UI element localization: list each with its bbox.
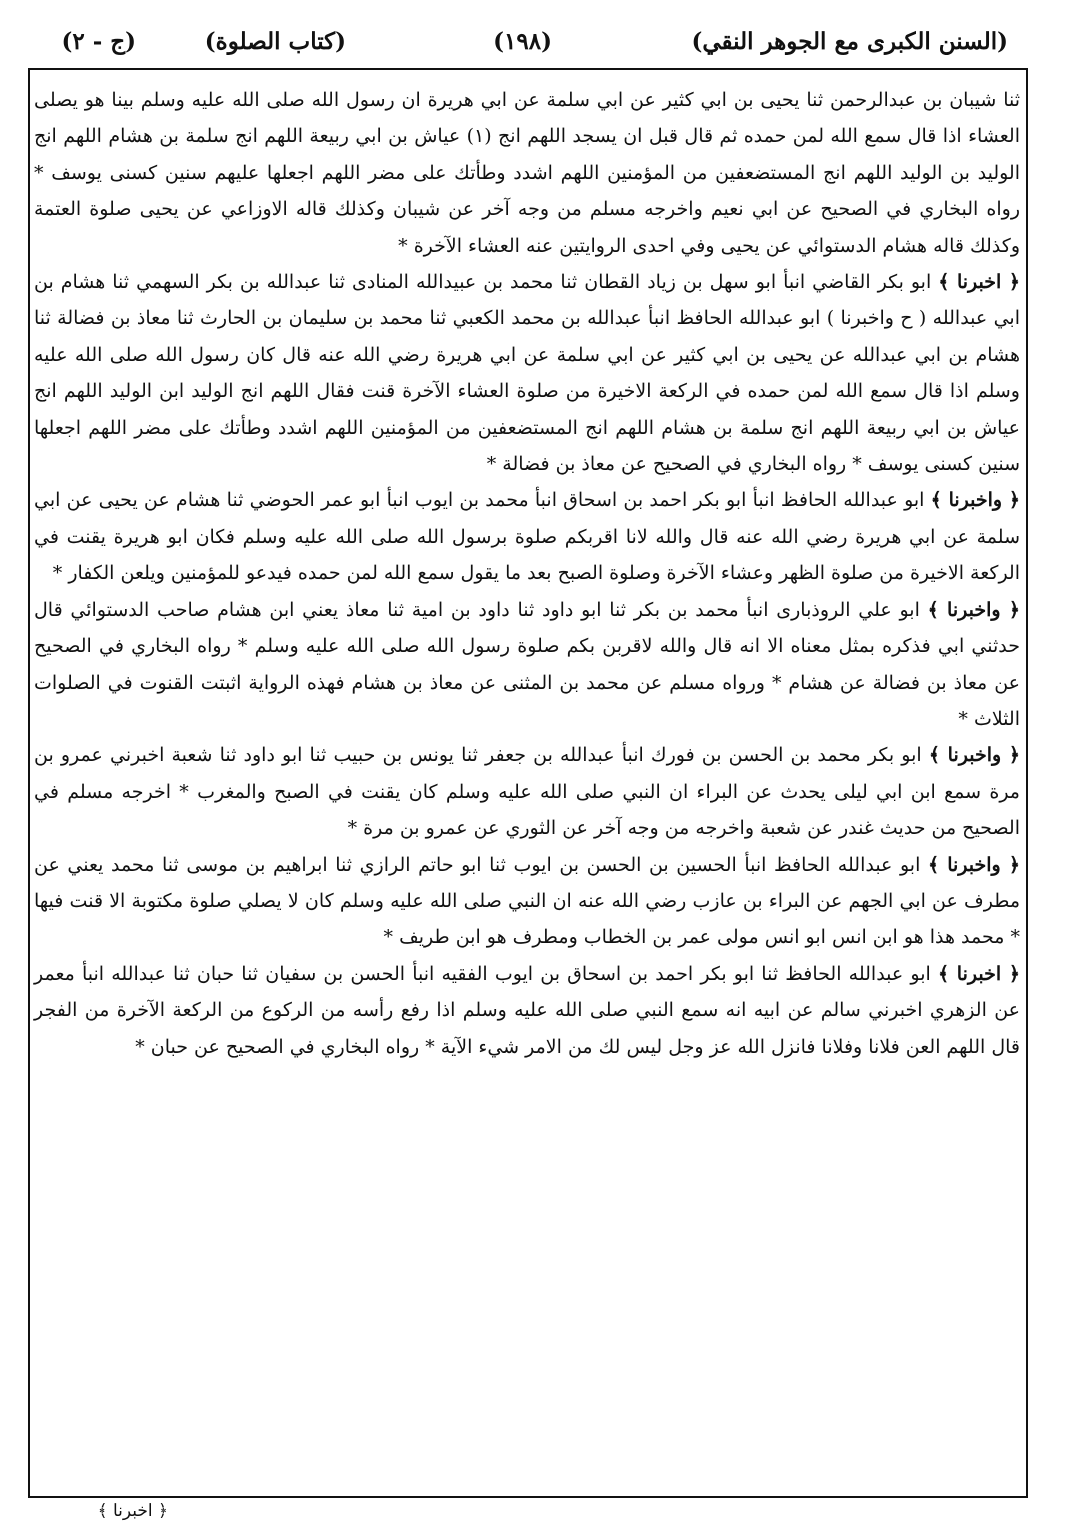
hadith-text: ثنا شيبان بن عبدالرحمن ثنا يحيى بن ابي كثير عن ابي سلمة عن ابي هريرة ان رسول الله صلى الله عليه وسلم بينا هو يصلى العشاء اذا قال سمع الله لمن حمده ثم قال قبل ان يسجد اللهم انج (١) عياش بن ابي ربيعة اللهم انج سلمة بن هشام اللهم انج الوليد بن الوليد اللهم انج المستضعفين من المؤمنين اللهم اشدد وطأتك على مضر اللهم اجعلها عليهم سنين كسنى يوسف * رواه البخاري في الصحيح عن ابي نعيم واخرجه مسلم من وجه آخر عن شيبان وكذلك قاله الاوزاعي عن يحيى صلوة العتمة وكذلك قاله هشام الدستوائي عن يحيى وفي احدى الروايتين عنه العشاء الآخرة * xyxy=(34,89,1020,257)
hadith-text: ابو عبدالله الحافظ ثنا ابو بكر احمد بن اسحاق بن ايوب الفقيه انبأ الحسن بن سفيان ثنا حبان ثنا عبدالله انبأ معمر عن الزهري اخبرني سالم عن ابيه انه سمع النبي صلى الله عليه وسلم اذا رفع رأسه من الركوع من الركعة الآخرة من الفجر قال اللهم العن فلانا وفلانا فانزل الله عز وجل ليس لك من الامر شيء الآية * رواه البخاري في الصحيح عن حبان * xyxy=(34,962,1020,1058)
hadith-paragraph xyxy=(34,847,1020,956)
hadith-paragraph xyxy=(34,264,1020,482)
volume-number: (ج - ٢) xyxy=(61,28,136,55)
body-text xyxy=(34,82,1020,1065)
page-header xyxy=(36,28,1036,64)
hadith-paragraph xyxy=(34,737,1020,846)
hadith-text: ابو عبدالله الحافظ انبأ الحسين بن الحسن بن ايوب ثنا ابو حاتم الرازي ثنا ابراهيم بن موسى ثنا محمد يعني عن مطرف عن ابي الجهم عن البراء بن عازب رضي الله عنه ان النبي صلى الله عليه وسلم كان لا يصلي صلوة مكتوبة الا قنت فيها * محمد هذا هو ابن انس ابو انس مولى عمر بن الخطاب ومطرف هو ابن طريف * xyxy=(34,853,1020,949)
catchword: ﴿ اخبرنا ﴾ xyxy=(97,1501,168,1521)
hadith-text: ابو عبدالله الحافظ انبأ ابو بكر احمد بن اسحاق انبأ محمد بن ايوب انبأ ابو عمر الحوضي ثنا هشام عن يحيى عن ابي سلمة عن ابي هريرة رضي الله عنه قال والله لانا اقربكم صلوة برسول الله صلى الله عليه وسلم فكان ابو هريرة يقنت في الركعة الاخيرة من صلوة الظهر وعشاء الآخرة وصلوة الصبح بعد ما يقول سمع الله لمن حمده فيدعو للمؤمنين ويلعن الكفار * xyxy=(34,489,1020,585)
hadith-paragraph xyxy=(34,592,1020,738)
akhbarana-marker: ﴿ اخبرنا ﴾ xyxy=(938,271,1020,294)
hadith-paragraph xyxy=(34,482,1020,591)
akhbarana-marker: ﴿ واخبرنا ﴾ xyxy=(927,853,1020,876)
hadith-text: ابو بكر القاضي انبأ ابو سهل بن زياد القطان ثنا محمد بن عبيدالله المنادى ثنا عبدالله بن بكر السهمي ثنا هشام بن ابي عبدالله ( ح واخبرنا ) ابو عبدالله الحافظ انبأ عبدالله بن محمد الكعبي ثنا محمد بن سليمان بن الحارث ثنا معاذ بن فضالة ثنا هشام بن ابي عبدالله عن يحيى بن ابي كثير عن ابي سلمة عن ابي هريرة رضي الله عنه قال كان رسول الله صلى الله عليه وسلم اذا قال سمع الله لمن حمده في الركعة الاخيرة من صلوة العشاء الآخرة قنت فقال اللهم انج الوليد ابن الوليد اللهم انج عياش بن ابي ربيعة اللهم انج سلمة بن هشام اللهم انج المستضعفين من المؤمنين اللهم اشدد وطأتك على مضر اللهم اجعلها سنين كسنى يوسف * رواه البخاري في الصحيح عن معاذ بن فضالة * xyxy=(34,271,1020,476)
chapter-title: (كتاب الصلوة) xyxy=(204,28,346,55)
hadith-paragraph xyxy=(34,82,1020,264)
book-title: (السنن الكبرى مع الجوهر النقي) xyxy=(691,28,1008,55)
hadith-text: ابو بكر محمد بن الحسن بن فورك انبأ عبدالله بن جعفر ثنا يونس بن حبيب ثنا ابو داود ثنا شعبة اخبرني عمرو بن مرة سمع ابن ابي ليلى يحدث عن البراء ان النبي صلى الله عليه وسلم كان يقنت في الصبح والمغرب * اخرجه مسلم في الصحيح من حديث غندر عن شعبة واخرجه من وجه آخر عن الثوري عن عمرو بن مرة * xyxy=(34,744,1020,840)
page-number: (١٩٨) xyxy=(493,28,552,55)
akhbarana-marker: ﴿ واخبرنا ﴾ xyxy=(930,489,1020,512)
hadith-text: ابو علي الروذبارى انبأ محمد بن بكر ثنا ابو داود ثنا داود بن امية ثنا معاذ يعني ابن هشام صاحب الدستوائي قال حدثني ابي فذكره بمثل معناه الا انه قال والله لاقربن بكم صلوة رسول الله صلى الله عليه وسلم * رواه البخاري في الصحيح عن معاذ بن فضالة عن هشام * ورواه مسلم عن محمد بن المثنى عن معاذ بن هشام فهذه الرواية اثبتت القنوت في الصلوات الثلاث * xyxy=(34,598,1020,730)
akhbarana-marker: ﴿ واخبرنا ﴾ xyxy=(928,744,1020,767)
hadith-paragraph xyxy=(34,956,1020,1065)
akhbarana-marker: ﴿ اخبرنا ﴾ xyxy=(937,962,1020,985)
akhbarana-marker: ﴿ واخبرنا ﴾ xyxy=(927,598,1020,621)
